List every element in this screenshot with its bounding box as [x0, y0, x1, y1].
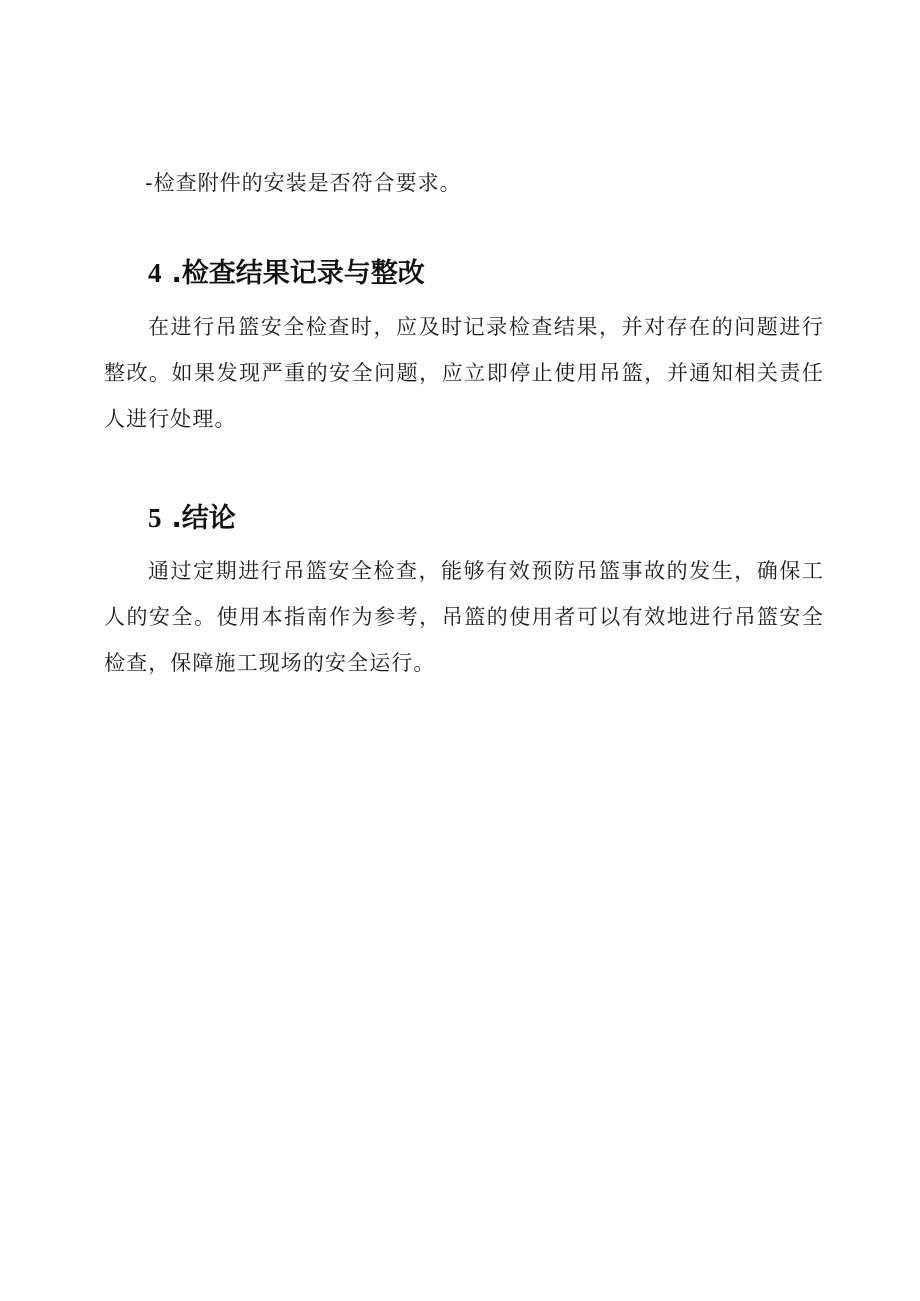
section-title: .检查结果记录与整改 [171, 258, 425, 289]
section-5-paragraph: 通过定期进行吊篮安全检查，能够有效预防吊篮事故的发生，确保工人的安全。使用本指南作为参考，吊篮的使用者可以有效地进行吊篮安全检查，保障施工现场的安全运行。 [104, 559, 824, 675]
section-heading-5 [148, 500, 236, 537]
section-4-paragraph: 在进行吊篮安全检查时，应及时记录检查结果，并对存在的问题进行整改。如果发现严重的安全问题，应立即停止使用吊篮，并通知相关责任人进行处理。 [104, 315, 824, 431]
section-number: 4 [148, 258, 162, 288]
section-heading-4 [148, 255, 425, 292]
check-item-attachments: -检查附件的安装是否符合要求。 [145, 171, 462, 195]
section-title: .结论 [171, 503, 236, 534]
section-number: 5 [148, 503, 162, 533]
